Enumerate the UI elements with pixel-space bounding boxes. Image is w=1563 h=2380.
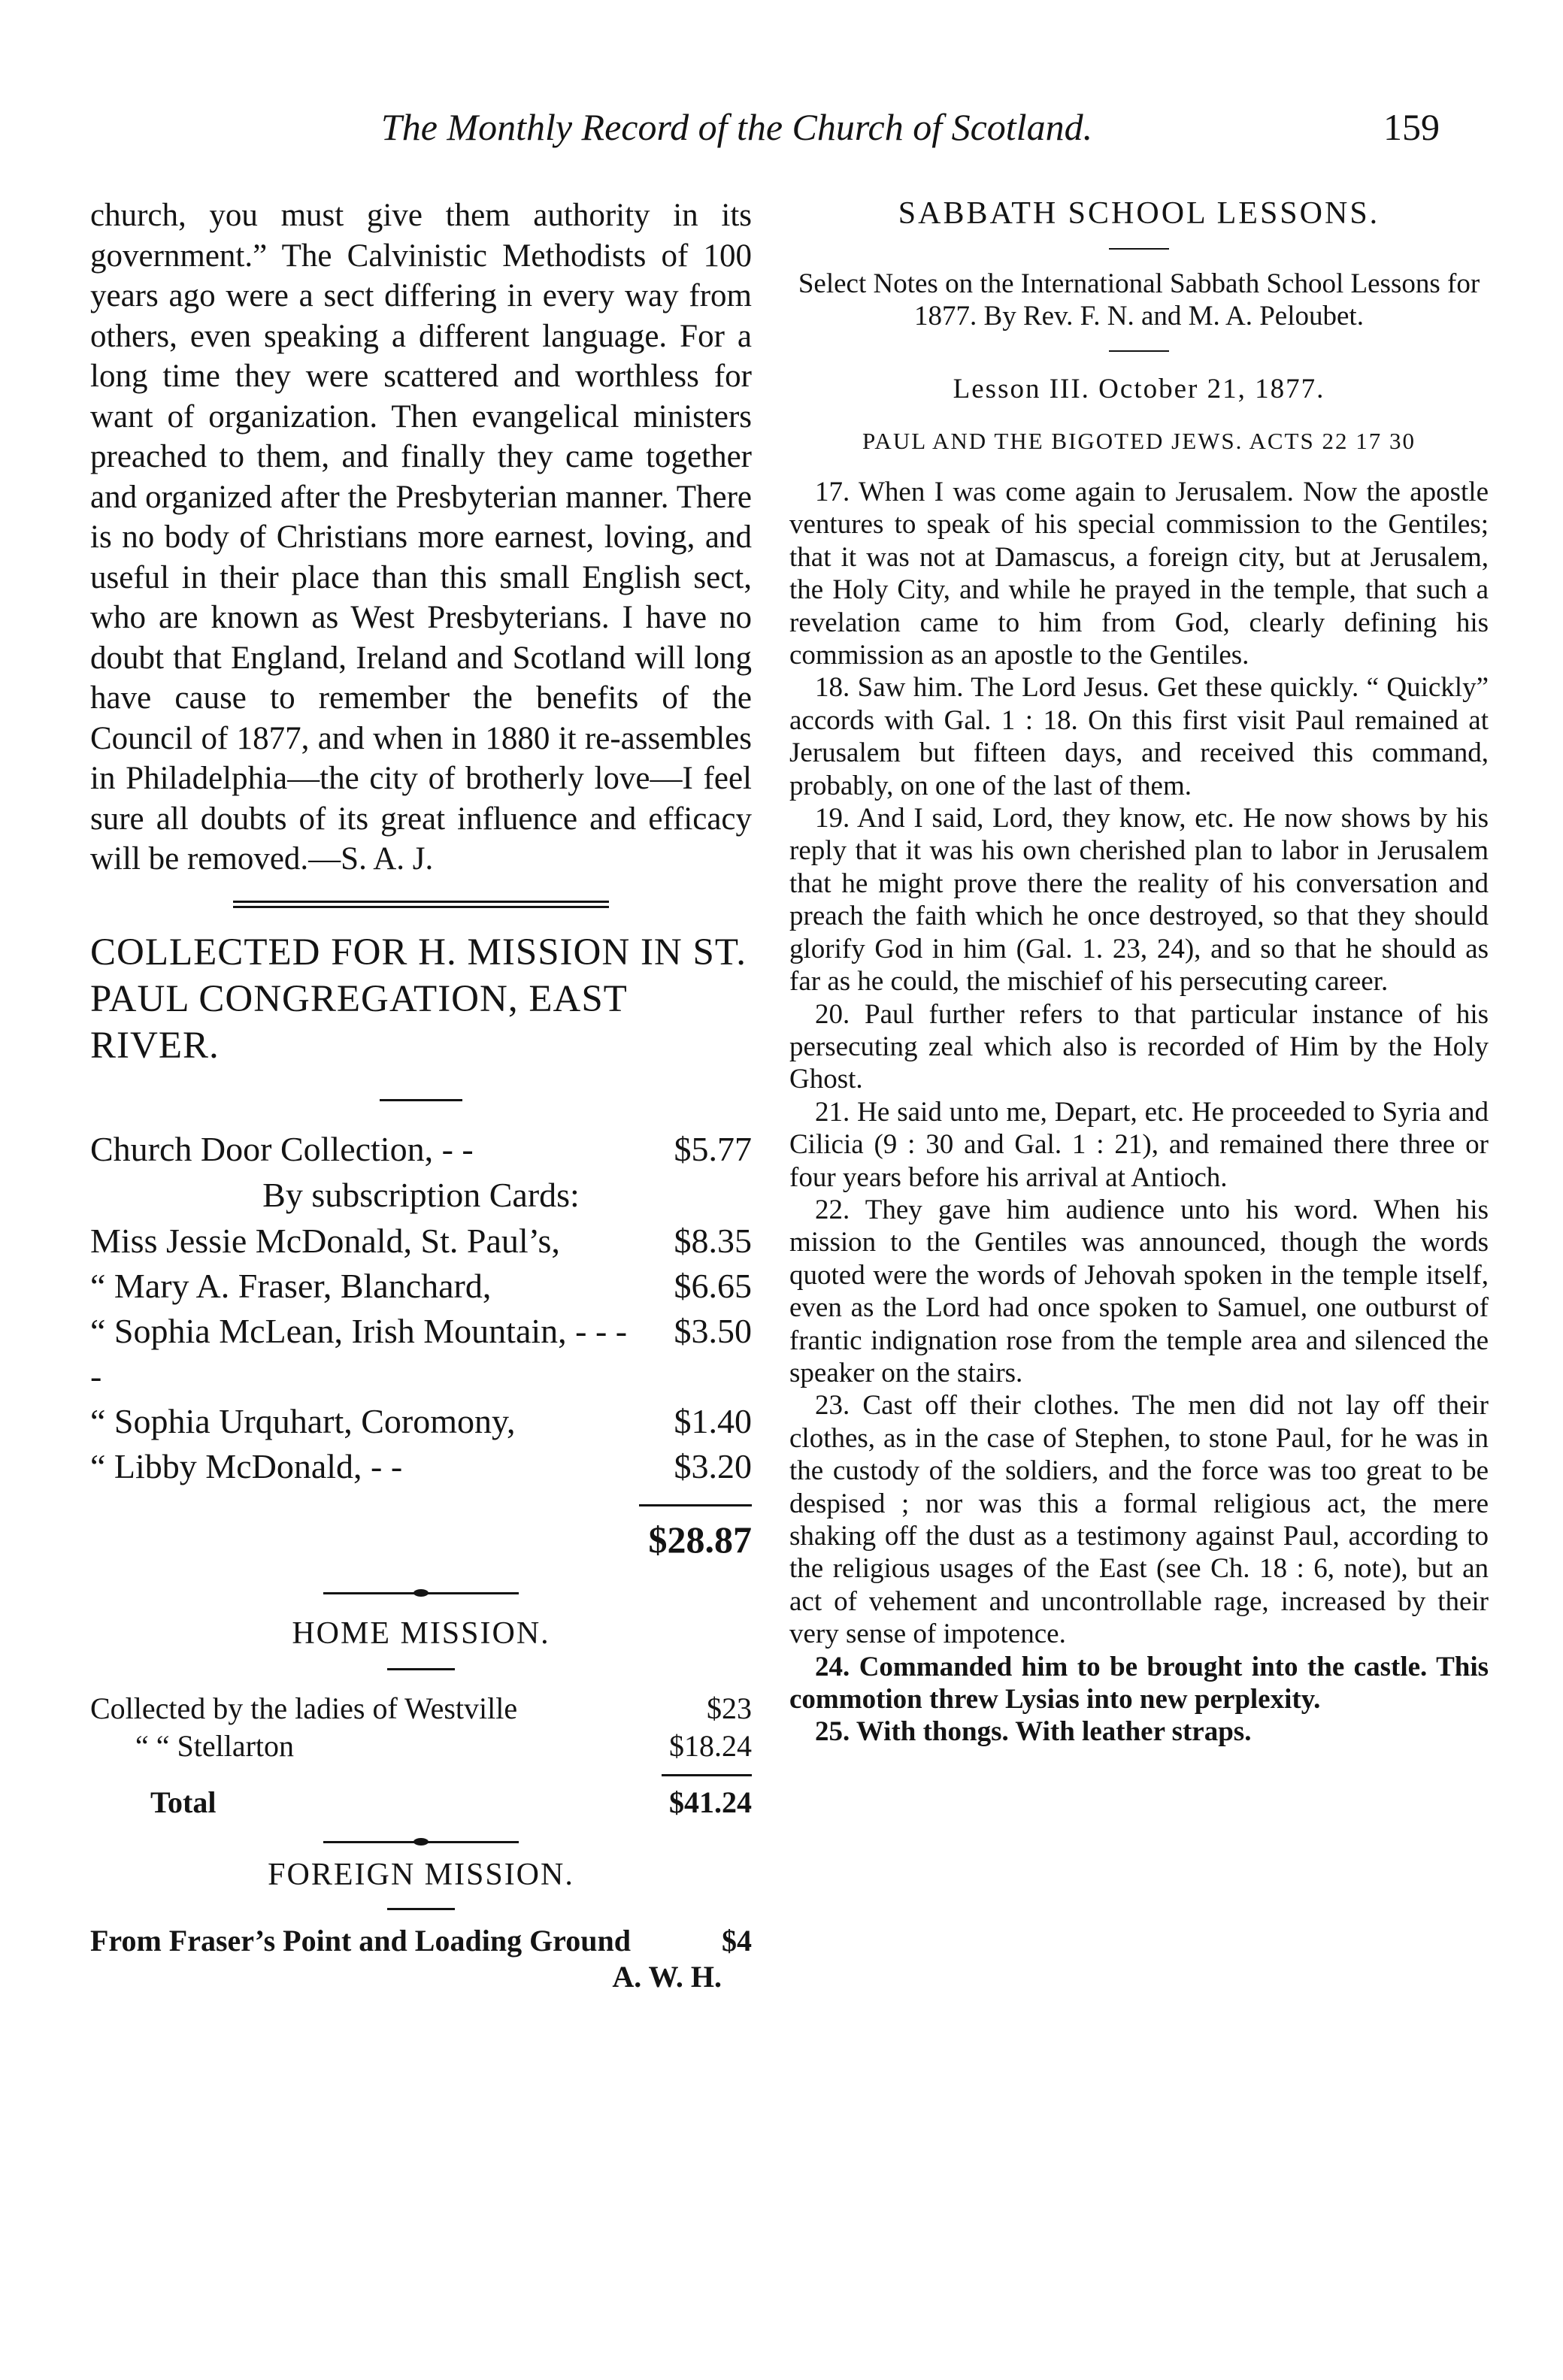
short-rule-divider [1109,350,1169,352]
verse-note: 23. Cast off their clothes. The men did not lay off their clothes, as in the case of Stephen, to stone Paul, for he was in the custody of the soldiers, and the force was too great to be despised ; nor was this a formal religious act, the mere shaking off the dust as a testimony against Paul, according to the religious usages of the East (see Ch. 18 : 6, note), but an act of vehement and uncontrollable rage, increased by their very sense of impotence. [789,1390,1489,1650]
signature: A. W. H. [612,1959,722,1994]
short-rule-divider [1109,248,1169,250]
ledger-row [90,1219,752,1264]
ledger-amount: $3.20 [674,1446,752,1485]
ledger-row-total [90,1784,752,1821]
ledger-label: From Fraser’s Point and Loading Ground [90,1923,631,1958]
foreign-mission-heading: FOREIGN MISSION. [268,1857,574,1892]
lesson-subtitle: PAUL AND THE BIGOTED JEWS. ACTS 22 17 30 [862,428,1416,454]
ledger-label: Total [150,1785,217,1819]
home-mission-heading: HOME MISSION. [292,1615,550,1651]
verse-note: 18. Saw him. The Lord Jesus. Get these quickly. “ Quickly” accords with Gal. 1 : 18. On this first visit Paul remained at Jerusalem but fifteen days, and received this command, probably, on one of the last of them. [789,672,1489,801]
ledger-row [90,1922,752,1960]
ledger-amount: $3.50 [674,1311,752,1350]
ledger-amount: $5.77 [674,1129,752,1168]
ornamental-rule [323,1592,519,1594]
ledger-row-door-collection [90,1127,752,1172]
ledger-label: Collected by the ladies of Westville [90,1691,518,1725]
total-rule [639,1504,752,1506]
ornamental-rule [323,1841,519,1843]
ledger-amount: $8.35 [674,1221,752,1260]
ledger-amount: $1.40 [674,1401,752,1440]
total-rule [662,1774,752,1776]
ledger-amount: $4 [722,1923,752,1958]
ledger-amount: $6.65 [674,1266,752,1305]
running-header: The Monthly Record of the Church of Scotland. [380,106,1093,148]
verse-note: 17. When I was come again to Jerusalem. Now the apostle ventures to speak of his special commission to the Gentiles; that it was not at Damascus, a foreign city, but at Jerusalem, the Holy City, and while he prayed in the temple, that such a revelation came to him from God, clearly defining his commission as an apostle to the Gentiles. [789,477,1489,671]
collection-total: $28.87 [648,1518,752,1561]
home-mission-ledger [90,1690,752,1821]
ledger-row [90,1444,752,1489]
ledger-amount: $18.24 [669,1728,752,1763]
short-rule-divider [380,1099,462,1101]
page-number: 159 [1383,106,1440,148]
short-rule-divider [387,1908,455,1910]
ledger-row [90,1399,752,1444]
ledger-amount: $23 [707,1691,752,1725]
short-rule-divider [387,1668,455,1670]
collection-heading: COLLECTED FOR H. MISSION IN ST. PAUL CONGREGATION, EAST RIVER. [90,931,747,1067]
verse-note: 22. They gave him audience unto his word. When his mission to the Gentiles was announced, though the words quoted were the words of Jehovah spoken in the temple itself, even as the Lord had once spoken to Samuel, one outburst of frantic indignation rose from the temple area and silenced the speaker on the stairs. [789,1194,1489,1388]
verse-note: 20. Paul further refers to that particular instance of his persecuting zeal which also is recorded of Him by the Holy Ghost. [789,998,1489,1095]
ledger-label: Church Door Collection, - - [90,1129,474,1168]
ledger-row [90,1309,752,1399]
collection-ledger [90,1127,752,1562]
double-rule-divider [233,901,609,908]
ledger-label: “ Sophia McLean, Irish Mountain, - - - - [90,1311,628,1395]
ledger-row [90,1264,752,1309]
foreign-mission-ledger [90,1922,752,1994]
ledger-label: “ Libby McDonald, - - [90,1446,403,1485]
ledger-label: Miss Jessie McDonald, St. Paul’s, [90,1221,560,1260]
ledger-label: “ Mary A. Fraser, Blanchard, [90,1266,492,1305]
article-paragraph: church, you must give them authority in its government.” The Calvinistic Methodists of 100 years ago were a sect differing in every way from others, even speaking a different language. For a long time they were scattered and worthless for want of organization. Then evangelical ministers preached to them, and finally they came together and organized after the Presbyterian manner. There is no body of Christians more earnest, loving, and useful in their place than this small English sect, who are known as West Presbyterians. I have no doubt that England, Ireland and Scotland will long have cause to remember the benefits of the Council of 1877, and when in 1880 it re-assembles in Philadelphia—the city of brotherly love—I feel sure all doubts of its great influence and efficacy will be removed.—S. A. J. [90,198,752,877]
subscription-label: By subscription Cards: [262,1175,580,1214]
right-column [789,195,1489,1749]
ledger-label: “ “ Stellarton [135,1728,295,1763]
lessons-title: SABBATH SCHOOL LESSONS. [898,196,1380,231]
ledger-row [90,1727,752,1765]
lesson-heading: Lesson III. October 21, 1877. [953,374,1325,404]
verse-note: 25. With thongs. With leather straps. [815,1716,1252,1748]
ledger-row [90,1690,752,1727]
left-column [90,195,752,1994]
verse-note: 21. He said unto me, Depart, etc. He proceeded to Syria and Cilicia (9 : 30 and Gal. 1 : 21), and remained there three or four years before his arrival at Antioch. [789,1096,1489,1193]
verse-note: 24. Commanded him to be brought into the castle. This commotion threw Lysias into new perplexity. [789,1651,1489,1715]
ledger-label: “ Sophia Urquhart, Coromony, [90,1401,516,1440]
lessons-intro: Select Notes on the International Sabbath School Lessons for 1877. By Rev. F. N. and M. A. Peloubet. [798,268,1480,332]
verse-note: 19. And I said, Lord, they know, etc. He now shows by his reply that it was his own cherished plan to labor in Jerusalem that he might prove there the reality of his conversation and preach the faith which he once destroyed, so that they should glorify God in him (Gal. 1. 23, 24), and so that he should as far as he could, the mischief of his persecuting career. [789,803,1489,998]
ledger-amount: $41.24 [669,1785,752,1819]
